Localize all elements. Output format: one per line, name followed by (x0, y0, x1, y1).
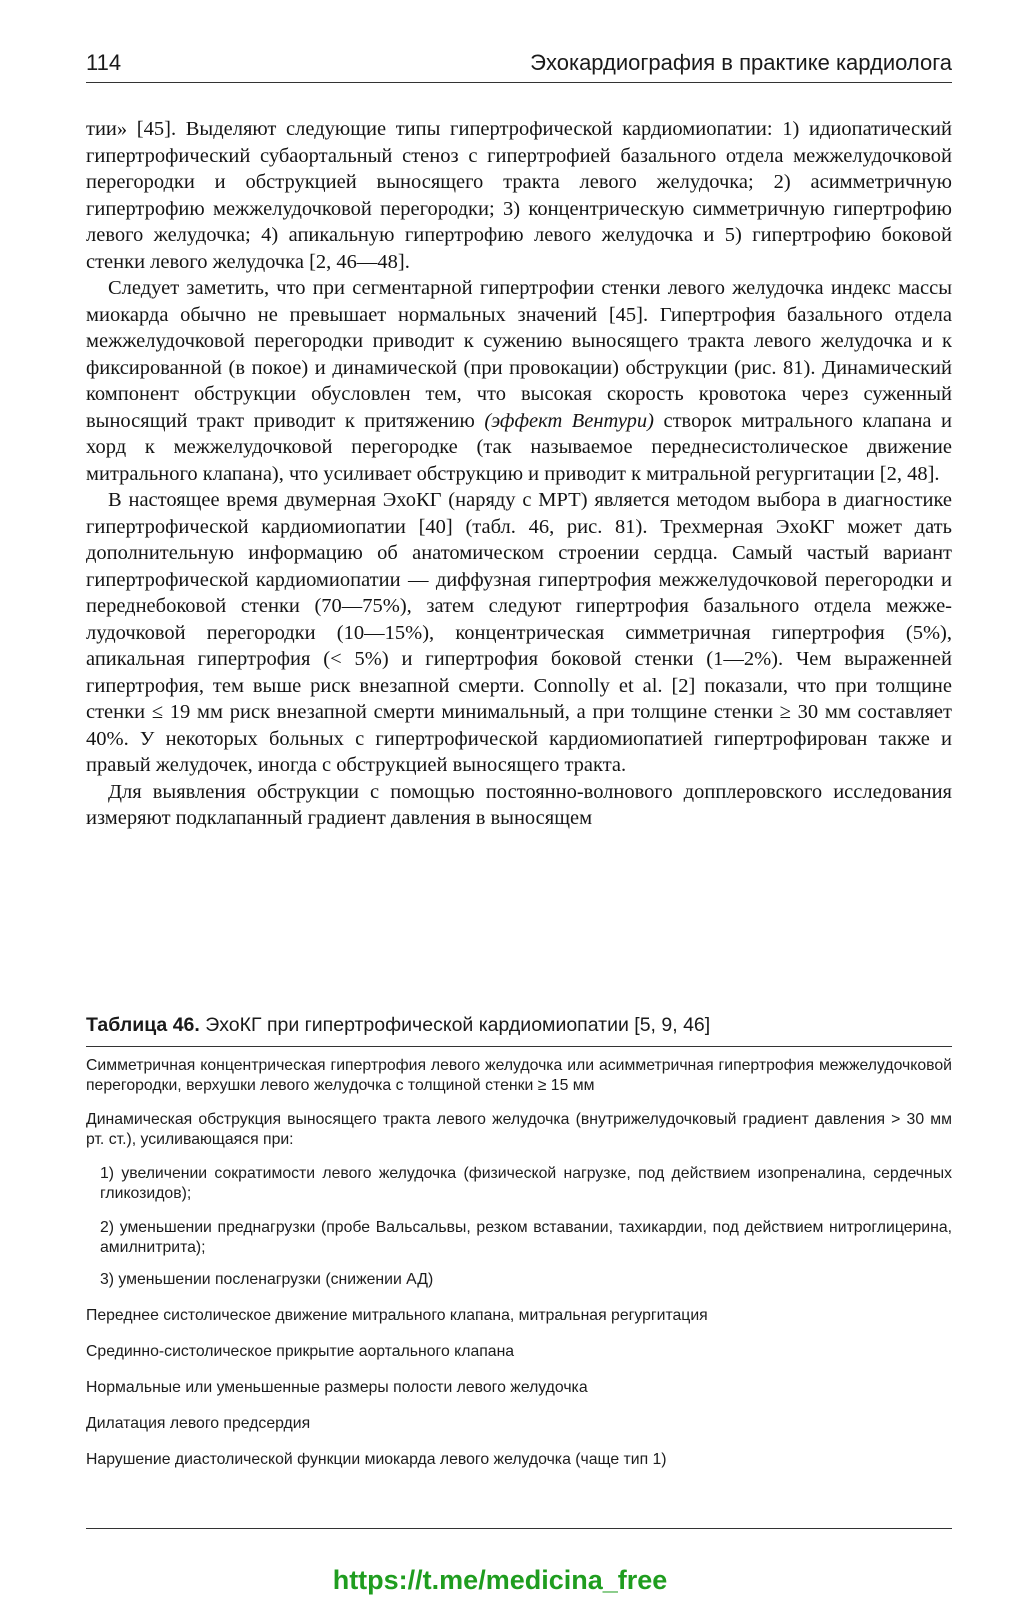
page-number: 114 (86, 50, 122, 75)
table-row: Нарушение диастолической функции миокарда левого желудочка (чаще тип 1) (86, 1451, 667, 1468)
paragraph-4: Для выявления обструкции с помощью постоянно-волнового допплеровского исследования измеряют подклапанный градиент давления в выносящем (86, 780, 952, 829)
watermark-link[interactable]: https://t.me/medicina_free (332, 1565, 668, 1595)
paragraph-2-text-a: Следует заметить, что при сегментарной гипертрофии стенки левого желудочка индекс массы миокарда обычно не превышает нормальных значений [45]. Гипертрофия базального отдела межжелудочковой перегородки приводит к сужению выносящего тракта левого желудочка и к фиксированной (в покое) и динамической (при провокации) обструкции (рис. 81). Динамический компонент обструкции обусловлен тем, что высокая скорость кровотока через суженный выносящий тракт приводит к притяжению (86, 277, 952, 432)
paragraph-2-text-b: створок митрального клапана и хорд к межжелудочковой перегородке (так называемое переднесистолическое движение митрального клапана), что усиливает обструкцию и приводит к митральной регургитации [2, 48]. (86, 409, 952, 485)
table-row: Симметричная концентрическая гипертрофия левого желудочка или асимметричная гипертрофия межжелудочковой перегородки, верхушки левого желудочка с толщиной стенки ≥ 15 мм (86, 1057, 952, 1094)
header-divider (86, 82, 952, 83)
paragraph-2-italic: (эффект Вентури) (484, 409, 654, 432)
table-row: Срединно-систолическое прикрытие аортального клапана (86, 1343, 515, 1360)
running-header (86, 50, 952, 76)
table-row: Динамическая обструкция выносящего тракта левого желудочка (внутрижелудочковый градиент давления > 30 мм рт. ст.), усиливающаяся при: (86, 1111, 952, 1148)
table-label: Таблица 46. (86, 1014, 200, 1036)
table-46 (86, 1056, 952, 1470)
table-row: Переднее систолическое движение митрального клапана, митральная регургитация (86, 1307, 708, 1324)
table-caption (86, 1012, 952, 1038)
table-row: Нормальные или уменьшенные размеры полости левого желудочка (86, 1379, 588, 1396)
table-row: 3) уменьшении посленагрузки (снижении АД) (100, 1271, 434, 1288)
table-row: Дилатация левого предсердия (86, 1415, 311, 1432)
running-title: Эхокардиография в практике кардиолога (530, 50, 952, 75)
paragraph-3: В настоящее время двумерная ЭхоКГ (наряду с МРТ) является методом выбора в диагностике гипертрофической кардиомиопатии [40] (табл. 46, рис. 81). Трехмерная ЭхоКГ может дать дополнительную информацию об анатомическом строении сердца. Самый частый вариант гипертрофической кардиомиопатии — диффузная гипертрофия межжелудочковой перегородки и переднебоковой стенки (70—75%), затем следуют гипертрофия базального отдела межжелудочковой перегородки (10—15%), концентрическая симметричная гипертрофия (5%), апикальная гипертрофия (< 5%) и гипертрофия боковой стенки (1—2%). Чем выраженней гипертрофия, тем выше риск внезапной смерти. Connolly et al. [2] показали, что при толщине стенки ≤ 19 мм риск внезапной смерти минимальный, а при толщине стенки ≥ 30 мм составляет 40%. У некоторых больных с гипертрофической кардиомиопатией гипертрофирован также и правый желудочек, иногда с обструкцией выносящего тракта. (86, 489, 952, 776)
table-row: 2) уменьшении преднагрузки (пробе Вальсальвы, резком вставании, тахикардии, под действием нитроглицерина, амилнитрита); (100, 1219, 952, 1256)
paragraph-2 (86, 275, 952, 487)
paragraph-1: тии» [45]. Выделяют следующие типы гипертрофической кардиомиопатии: 1) идиопатический гипертрофический субаортальный стеноз с гипертрофией базального отдела межжелудочковой перегородки и обструкцией выносящего тракта левого желудочка; 2) асимметричную гипертрофию межжелудочковой перегородки; 3) концентрическую симметричную гипертрофию левого желудочка; 4) апикальную гипертрофию левого желудочка и 5) гипертрофию боковой стенки левого желудочка [2, 46—48]. (86, 118, 952, 273)
table-row: 1) увеличении сократимости левого желудочка (физической нагрузке, под действием изопреналина, сердечных гликозидов); (100, 1165, 952, 1202)
table-bottom-rule (86, 1528, 952, 1529)
table-top-rule (86, 1046, 952, 1047)
body-text (86, 116, 952, 832)
table-title: ЭхоКГ при гипертрофической кардиомиопатии [5, 9, 46] (205, 1014, 711, 1036)
